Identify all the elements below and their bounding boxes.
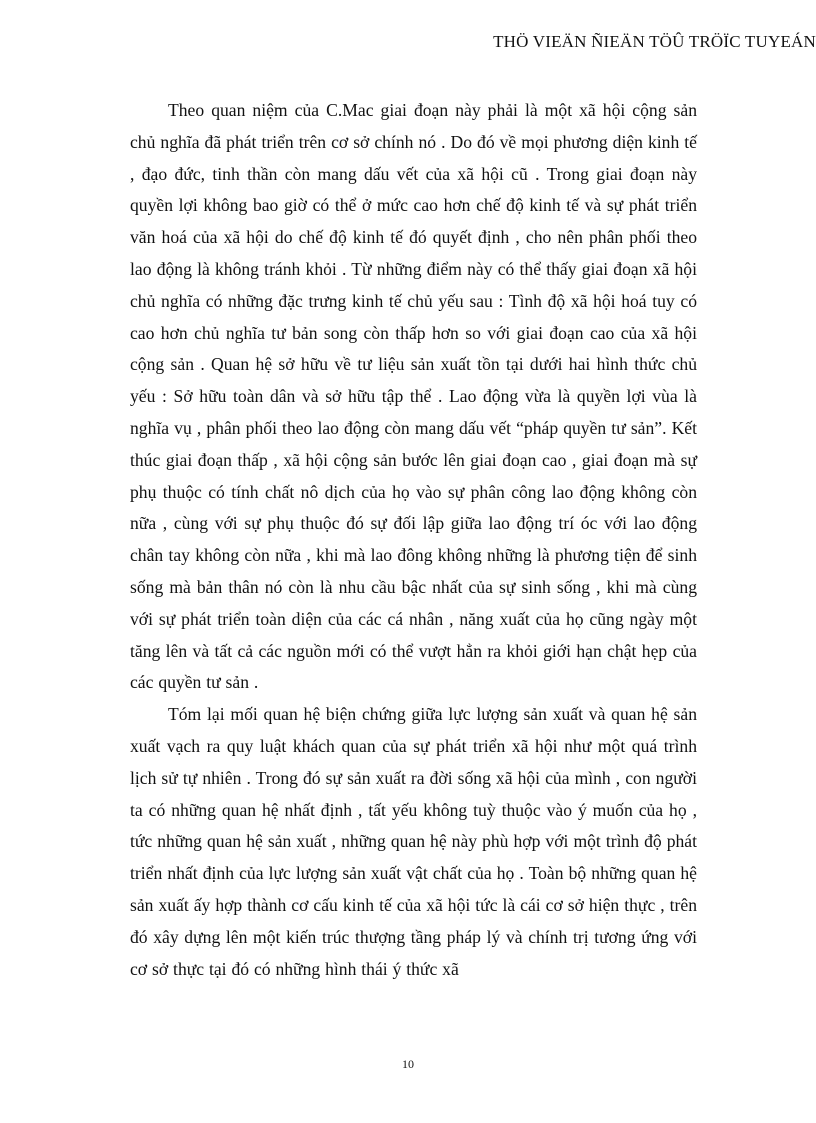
running-header: THÖ VIEÄN ÑIEÄN TÖÛ TRÖÏC TUYEÁN [493,32,816,51]
page-number: 10 [402,1057,414,1071]
paragraph-1: Theo quan niệm của C.Mac giai đoạn này phải là một xã hội cộng sản chủ nghĩa đã phát triển trên cơ sở chính nó . Do đó về mọi phương diện kinh tế , đạo đức, tinh thần còn mang dấu vết của xã hội cũ . Trong giai đoạn này quyền lợi không bao giờ có thể ở mức cao hơn chế độ kinh tế và sự phát triển văn hoá của xã hội do chế độ kinh tế đó quyết định , cho nên phân phối theo lao động là không tránh khỏi . Từ những điểm này có thể thấy giai đoạn xã hội chủ nghĩa có những đặc trưng kinh tế chủ yếu sau : Tình độ xã hội hoá tuy có cao hơn chủ nghĩa tư bản song còn thấp hơn so với giai đoạn cao của xã hội cộng sản . Quan hệ sở hữu về tư liệu sản xuất tồn tại dưới hai hình thức chủ yếu : Sở hữu toàn dân và sở hữu tập thể . Lao động vừa là quyền lợi vùa là nghĩa vụ , phân phối theo lao động còn mang dấu vết “pháp quyền tư sản”. Kết thúc giai đoạn thấp , xã hội cộng sản bước lên giai đoạn cao , giai đoạn mà sự phụ thuộc có tính chất nô dịch của họ vào sự phân công lao động không còn nữa , cùng với sự phụ thuộc đó sự đối lập giữa lao động trí óc với lao động chân tay không còn nữa , khi mà lao đông không những là phương tiện để sinh sống mà bản thân nó còn là nhu cầu bậc nhất của sự sinh sống , khi mà cùng với sự phát triển toàn diện của các cá nhân , năng xuất của họ cũng ngày một tăng lên và tất cả các nguồn mới có thể vượt hẳn ra khỏi giới hạn chật hẹp của các quyền tư sản . [130,100,697,693]
paragraph-2: Tóm lại mối quan hệ biện chứng giữa lực lượng sản xuất và quan hệ sản xuất vạch ra quy luật khách quan của sự phát triển xã hội như một quá trình lịch sử tự nhiên . Trong đó sự sản xuất ra đời sống xã hội của mình , con người ta có những quan hệ nhất định , tất yếu không tuỳ thuộc vào ý muốn của họ , tức những quan hệ sản xuất , những quan hệ này phù hợp với một trình độ phát triển nhất định của lực lượng sản xuất vật chất của họ . Toàn bộ những quan hệ sản xuất ấy hợp thành cơ cấu kinh tế của xã hội tức là cái cơ sở hiện thực , trên đó xây dựng lên một kiến trúc thượng tầng pháp lý và chính trị tương ứng với cơ sở thực tại đó có những hình thái ý thức xã [130,704,697,979]
body-text [130,95,697,985]
